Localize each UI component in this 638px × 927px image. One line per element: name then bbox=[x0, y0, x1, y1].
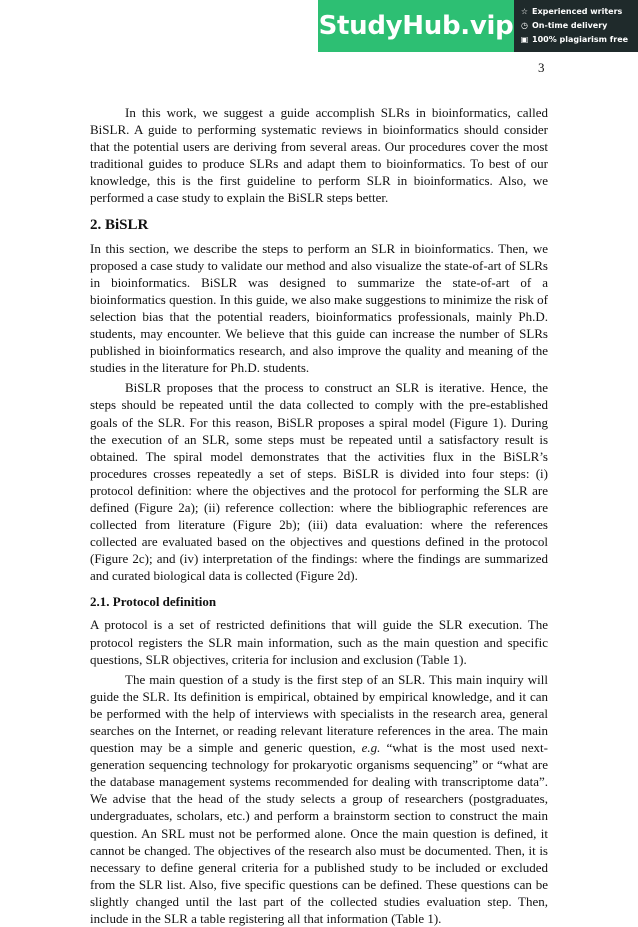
feature-label: On-time delivery bbox=[532, 21, 608, 30]
clock-icon: ◷ bbox=[521, 21, 528, 30]
protocol-paragraph-2-part1: The main question of a study is the first step of an SLR. This main inquiry will guide the SLR. Its definition is empirical, obtained by empirical knowledge, and it can be performed with the help of interviews with specialists in the research area, general searches on the Internet, or reading relevant literature references in the area. The main question may be a simple and generic question, bbox=[90, 671, 548, 756]
eg-abbreviation: e.g. bbox=[361, 740, 381, 756]
feature-on-time-delivery bbox=[520, 19, 638, 33]
plagiarism-icon: ▣ bbox=[520, 35, 529, 44]
star-icon: ☆ bbox=[520, 7, 529, 16]
protocol-paragraph-2 bbox=[90, 671, 548, 927]
section-heading-bislr: 2. BiSLR bbox=[90, 216, 149, 233]
studyhub-logo[interactable]: StudyHub.vip bbox=[318, 0, 514, 52]
feature-label: Experienced writers bbox=[532, 7, 623, 16]
document-body bbox=[90, 104, 548, 927]
feature-plagiarism-free bbox=[520, 33, 638, 47]
page-number: 3 bbox=[538, 60, 545, 75]
banner-features bbox=[514, 0, 638, 52]
section-heading-protocol-definition: 2.1. Protocol definition bbox=[90, 594, 217, 610]
protocol-paragraph-1: A protocol is a set of restricted definitions that will guide the SLR execution. The protocol registers the SLR main information, such as the main question and specific questions, SLR objectives, criteria for inclusion and exclusion (Table 1). bbox=[90, 617, 548, 667]
bislr-paragraph-1: In this section, we describe the steps to perform an SLR in bioinformatics. Then, we proposed a case study to validate our method and also visualize the state-of-art of SLRs in bioinformatics. BiSLR was designed to summarize the state-of-art of a bioinformatics question. In this guide, we also make suggestions to minimize the risk of selection bias that the potential readers, bioinformatics professionals, mainly Ph.D. students, may encounter. We believe that this guide can increase the number of SLRs published in bioinformatics research, and also improve the quality and meaning of the studies in the literature for Ph.D. students. bbox=[90, 240, 548, 376]
studyhub-banner[interactable] bbox=[318, 0, 638, 52]
feature-label: 100% plagiarism free bbox=[532, 35, 629, 44]
protocol-paragraph-2-part2: “what is the most used next-generation sequencing technology for prokaryotic organisms sequencing” or “what are the database management systems recommended for dealing with transcriptome data”. We advise that the head of the study selects a group of researchers (postgraduates, undergraduates, scholars, etc.) and perform a brainstorm section to construct the main question. An SRL must not be performed alone. Once the main question is defined, it cannot be changed. The objectives of the research also must be documented. Then, it is necessary to define general criteria for a published study to be included or excluded from the SLR list. Also, five specific questions can be defined. These questions can be slightly changed until the last part of the collected studies evaluation step. Then, include in the SLR a table registering all that information (Table 1). bbox=[90, 740, 548, 927]
bislr-paragraph-2: BiSLR proposes that the process to construct an SLR is iterative. Hence, the steps should be repeated until the data collected to comply with the pre-established goals of the SLR. For this reason, BiSLR proposes a spiral model (Figure 1). During the execution of an SLR, some steps must be repeated until a satisfactory result is obtained. The spiral model demonstrates that the activities flux in the BiSLR’s procedures crosses repeatedly a set of steps. BiSLR is divided into four steps: (i) protocol definition: where the objectives and the protocol for performing the SLR are defined (Figure 2a); (ii) reference collection: where the bibliographic references are collected from literature (Figure 2b); (iii) data evaluation: where the references collected are evaluated based on the objectives and questions defined in the protocol (Figure 2c); and (iv) interpretation of the findings: where the findings are summarized and curated biological data is collected (Figure 2d). bbox=[90, 380, 548, 584]
feature-experienced-writers bbox=[520, 5, 638, 19]
intro-paragraph: In this work, we suggest a guide accomplish SLRs in bioinformatics, called BiSLR. A guide to performing systematic reviews in bioinformatics should consider that the potential users are deriving from several areas. Our procedures cover the most traditional guides to produce SLRs and adapt them to bioinformatics. To best of our knowledge, this is the first guideline to perform SLR in bioinformatics. Also, we performed a case study to explain the BiSLR steps better. bbox=[90, 105, 548, 206]
